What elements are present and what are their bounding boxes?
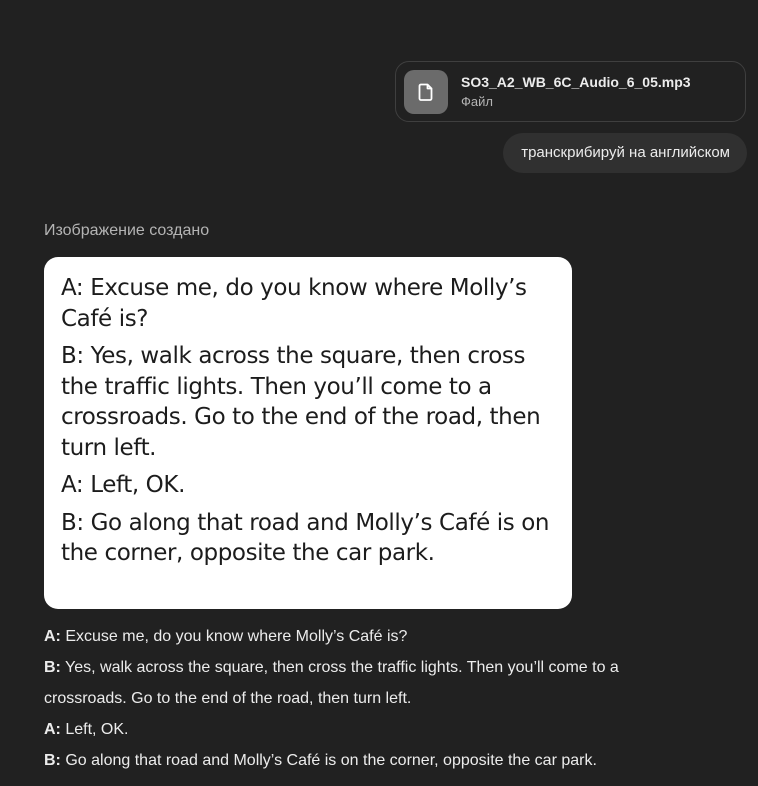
speaker-label: B: <box>44 752 61 769</box>
speaker-label: A: <box>44 721 61 738</box>
image-text-line: B: Yes, walk across the square, then cross the traffic lights. Then you’ll come to a crossroads. Go to the end of the road, then turn left. <box>61 343 541 461</box>
transcript-line <box>44 714 744 745</box>
file-meta <box>461 73 691 111</box>
image-text-line: A: Excuse me, do you know where Molly’s Café is? <box>61 275 527 332</box>
line-text: Left, OK. <box>60 721 129 738</box>
file-attachment-card[interactable] <box>395 61 746 122</box>
transcript-line <box>44 621 744 652</box>
file-type-label: Файл <box>461 93 493 109</box>
file-icon-container <box>404 70 448 114</box>
generated-image[interactable] <box>44 257 572 609</box>
transcript-line <box>44 652 744 683</box>
user-message-bubble: транскрибируй на английском <box>503 133 747 173</box>
image-text-line: A: Left, OK. <box>61 472 185 498</box>
file-name: SO3_A2_WB_6C_Audio_6_05.mp3 <box>461 73 691 90</box>
line-text: Go along that road and Molly’s Café is on the corner, opposite the car park. <box>60 752 597 769</box>
line-text: Yes, walk across the square, then cross the traffic lights. Then you’ll come to a <box>60 659 619 676</box>
line-text: Excuse me, do you know where Molly’s Café is? <box>60 628 408 645</box>
speaker-label: B: <box>44 659 61 676</box>
transcript-line <box>44 745 744 776</box>
line-text: crossroads. Go to the end of the road, then turn left. <box>44 690 412 707</box>
speaker-label: A: <box>44 628 61 645</box>
transcript-line <box>44 683 744 714</box>
transcript-text <box>44 621 744 776</box>
image-created-status: Изображение создано <box>44 222 210 239</box>
document-icon <box>416 82 436 102</box>
image-text-line: B: Go along that road and Molly’s Café is on the corner, opposite the car park. <box>61 509 550 566</box>
